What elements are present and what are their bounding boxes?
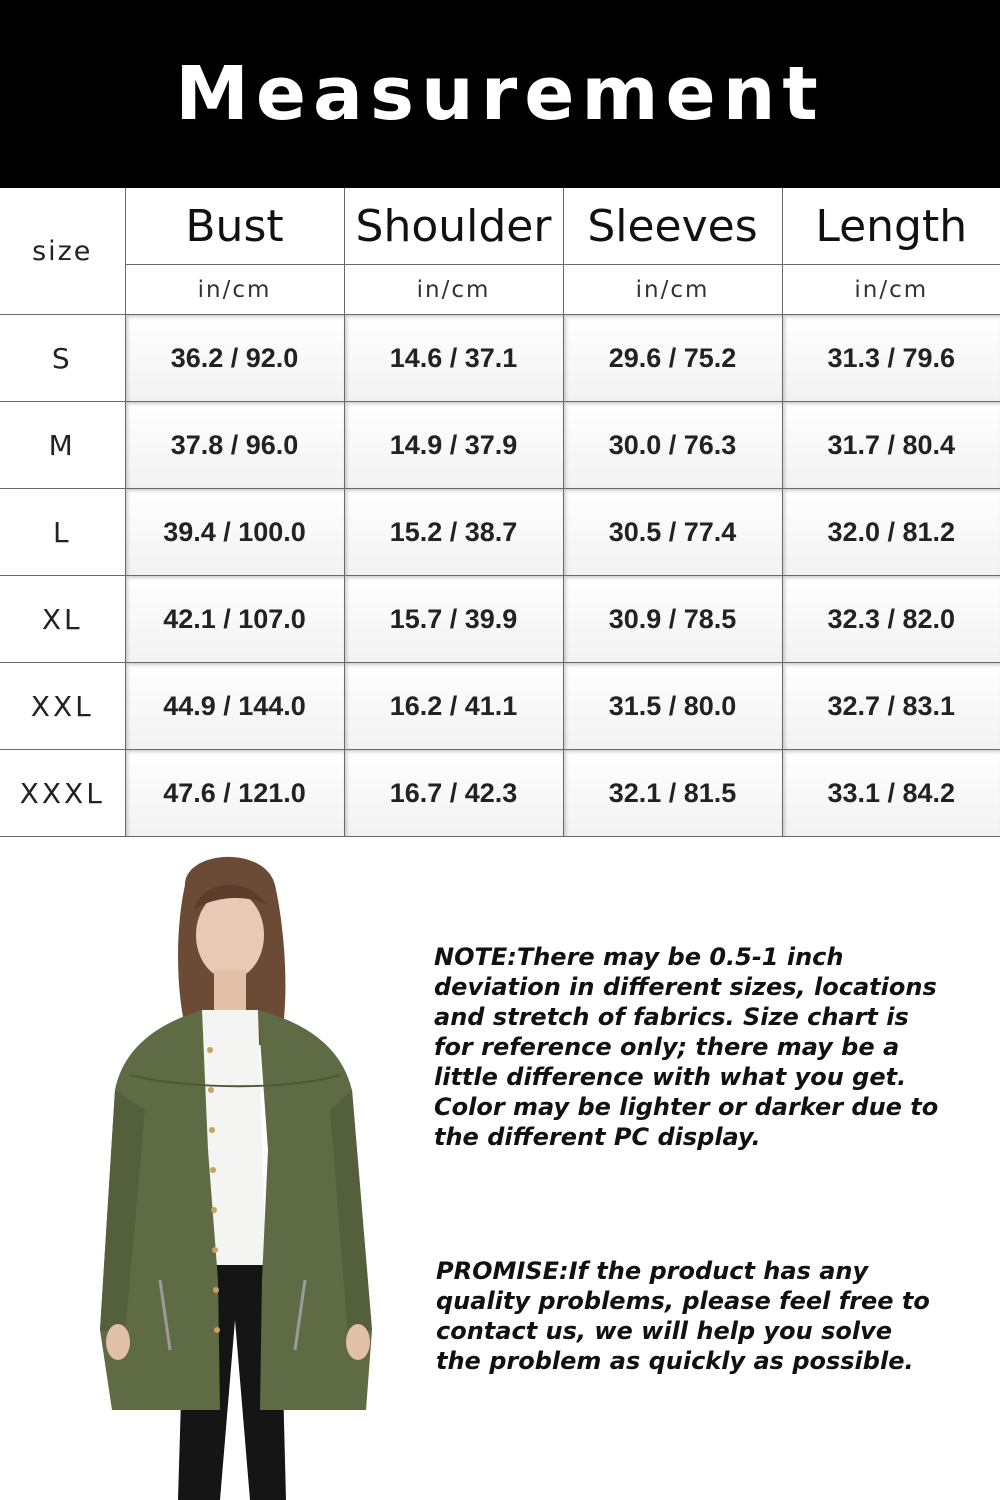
length-value: 32.0 / 81.2 — [782, 489, 1000, 576]
quality-promise: PROMISE:If the product has any quality problems, please feel free to contact us, we will help you solve the problem as quickly as possible. — [436, 1257, 930, 1375]
sleeves-value: 30.0 / 76.3 — [563, 402, 782, 489]
size-chart-table — [0, 188, 1000, 837]
sleeves-value: 30.9 / 78.5 — [563, 576, 782, 663]
sleeves-value: 32.1 / 81.5 — [563, 750, 782, 837]
model-in-coat-image — [90, 850, 390, 1500]
shoulder-value: 16.2 / 41.1 — [344, 663, 563, 750]
table-row — [0, 750, 1000, 837]
table-row — [0, 402, 1000, 489]
length-value: 31.3 / 79.6 — [782, 315, 1000, 402]
size-column-header: size — [0, 188, 125, 315]
table-row — [0, 489, 1000, 576]
bust-column-header: Bust — [125, 188, 344, 265]
sleeves-value: 31.5 / 80.0 — [563, 663, 782, 750]
shoulder-value: 15.7 / 39.9 — [344, 576, 563, 663]
size-cell: S — [0, 315, 125, 402]
length-value: 32.3 / 82.0 — [782, 576, 1000, 663]
bust-value: 39.4 / 100.0 — [125, 489, 344, 576]
sleeves-column-header: Sleeves — [563, 188, 782, 265]
sleeves-unit: in/cm — [563, 265, 782, 315]
shoulder-column-header: Shoulder — [344, 188, 563, 265]
product-info-section — [0, 840, 1000, 1500]
sizing-note: NOTE:There may be 0.5-1 inch deviation in different sizes, locations and stretch of fabrics. Size chart is for reference only; there may be a little difference with what you get. Color may be lighter or darker due to the different PC display. — [434, 943, 939, 1151]
column-header-row — [0, 188, 1000, 265]
bust-value: 36.2 / 92.0 — [125, 315, 344, 402]
sleeves-value: 29.6 / 75.2 — [563, 315, 782, 402]
bust-value: 42.1 / 107.0 — [125, 576, 344, 663]
header-banner — [0, 0, 1000, 188]
table-row — [0, 315, 1000, 402]
shoulder-unit: in/cm — [344, 265, 563, 315]
table-row — [0, 576, 1000, 663]
sleeves-value: 30.5 / 77.4 — [563, 489, 782, 576]
length-value: 32.7 / 83.1 — [782, 663, 1000, 750]
length-value: 33.1 / 84.2 — [782, 750, 1000, 837]
bust-value: 47.6 / 121.0 — [125, 750, 344, 837]
bust-value: 37.8 / 96.0 — [125, 402, 344, 489]
size-cell: L — [0, 489, 125, 576]
length-unit: in/cm — [782, 265, 1000, 315]
shoulder-value: 14.9 / 37.9 — [344, 402, 563, 489]
size-cell: M — [0, 402, 125, 489]
bust-value: 44.9 / 144.0 — [125, 663, 344, 750]
length-value: 31.7 / 80.4 — [782, 402, 1000, 489]
table-row — [0, 663, 1000, 750]
unit-header-row — [0, 265, 1000, 315]
shoulder-value: 14.6 / 37.1 — [344, 315, 563, 402]
size-cell: XL — [0, 576, 125, 663]
page-title: Measurement — [175, 51, 825, 137]
shoulder-value: 15.2 / 38.7 — [344, 489, 563, 576]
size-cell: XXL — [0, 663, 125, 750]
length-column-header: Length — [782, 188, 1000, 265]
bust-unit: in/cm — [125, 265, 344, 315]
size-cell: XXXL — [0, 750, 125, 837]
shoulder-value: 16.7 / 42.3 — [344, 750, 563, 837]
